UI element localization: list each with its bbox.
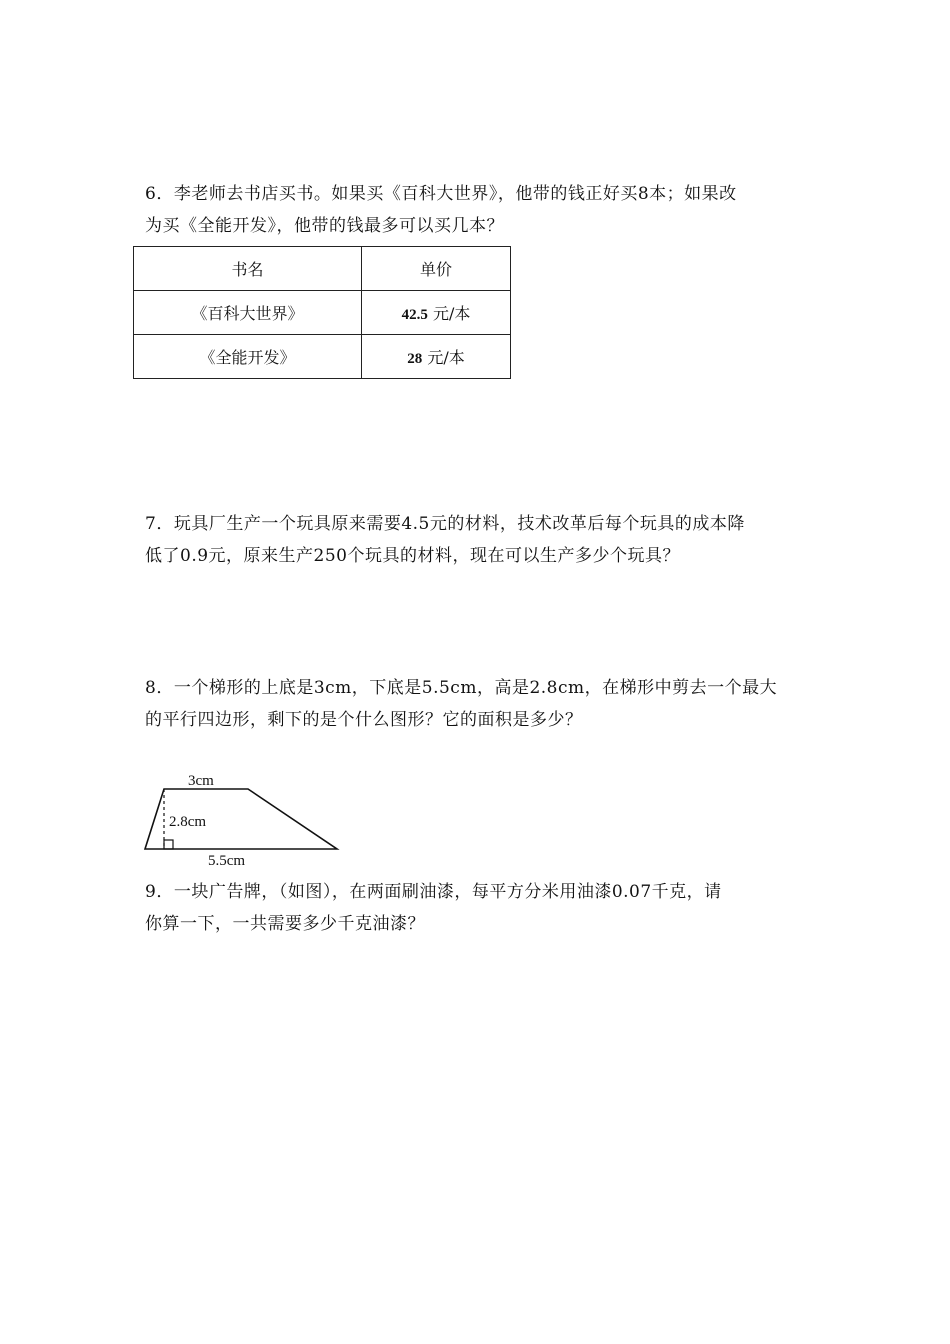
bottom-base-label: 5.5cm (208, 853, 246, 869)
book-name-cell: 《全能开发》 (134, 335, 362, 379)
question-7-line-2: 低了0.9元，原来生产250个玩具的材料，现在可以生产多少个玩具？ (145, 546, 680, 566)
top-base-label: 3cm (188, 773, 214, 789)
question-9 (145, 876, 815, 940)
price-cell (362, 291, 511, 335)
price-value: 42.5 (401, 307, 428, 323)
price-cell (362, 335, 511, 379)
question-8-line-1: 8．一个梯形的上底是3cm，下底是5.5cm，高是2.8cm，在梯形中剪去一个最大 (145, 678, 778, 698)
price-value: 28 (407, 351, 423, 367)
table-header-row (134, 247, 511, 291)
height-label: 2.8cm (169, 814, 207, 830)
question-6-line-1: 6．李老师去书店买书。如果买《百科大世界》，他带的钱正好买8本；如果改 (145, 184, 737, 204)
price-unit: 元/本 (432, 304, 471, 323)
right-angle-marker (164, 840, 173, 849)
question-9-line-2: 你算一下，一共需要多少千克油漆？ (145, 914, 425, 934)
question-6-line-2: 为买《全能开发》，他带的钱最多可以买几本？ (145, 216, 504, 236)
question-8-line-2: 的平行四边形，剩下的是个什么图形？它的面积是多少？ (145, 710, 583, 730)
trapezoid-figure (140, 770, 350, 870)
question-7 (145, 508, 815, 572)
question-6 (145, 178, 815, 242)
question-7-line-1: 7．玩具厂生产一个玩具原来需要4.5元的材料，技术改革后每个玩具的成本降 (145, 514, 745, 534)
table-row (134, 291, 511, 335)
book-name-cell: 《百科大世界》 (134, 291, 362, 335)
header-book-name: 书名 (134, 247, 362, 291)
table-row (134, 335, 511, 379)
header-unit-price: 单价 (362, 247, 511, 291)
question-8 (145, 672, 815, 736)
question-9-line-1: 9．一块广告牌，（如图），在两面刷油漆，每平方分米用油漆0.07千克，请 (145, 882, 722, 902)
book-price-table (133, 246, 511, 379)
price-unit: 元/本 (427, 348, 465, 367)
